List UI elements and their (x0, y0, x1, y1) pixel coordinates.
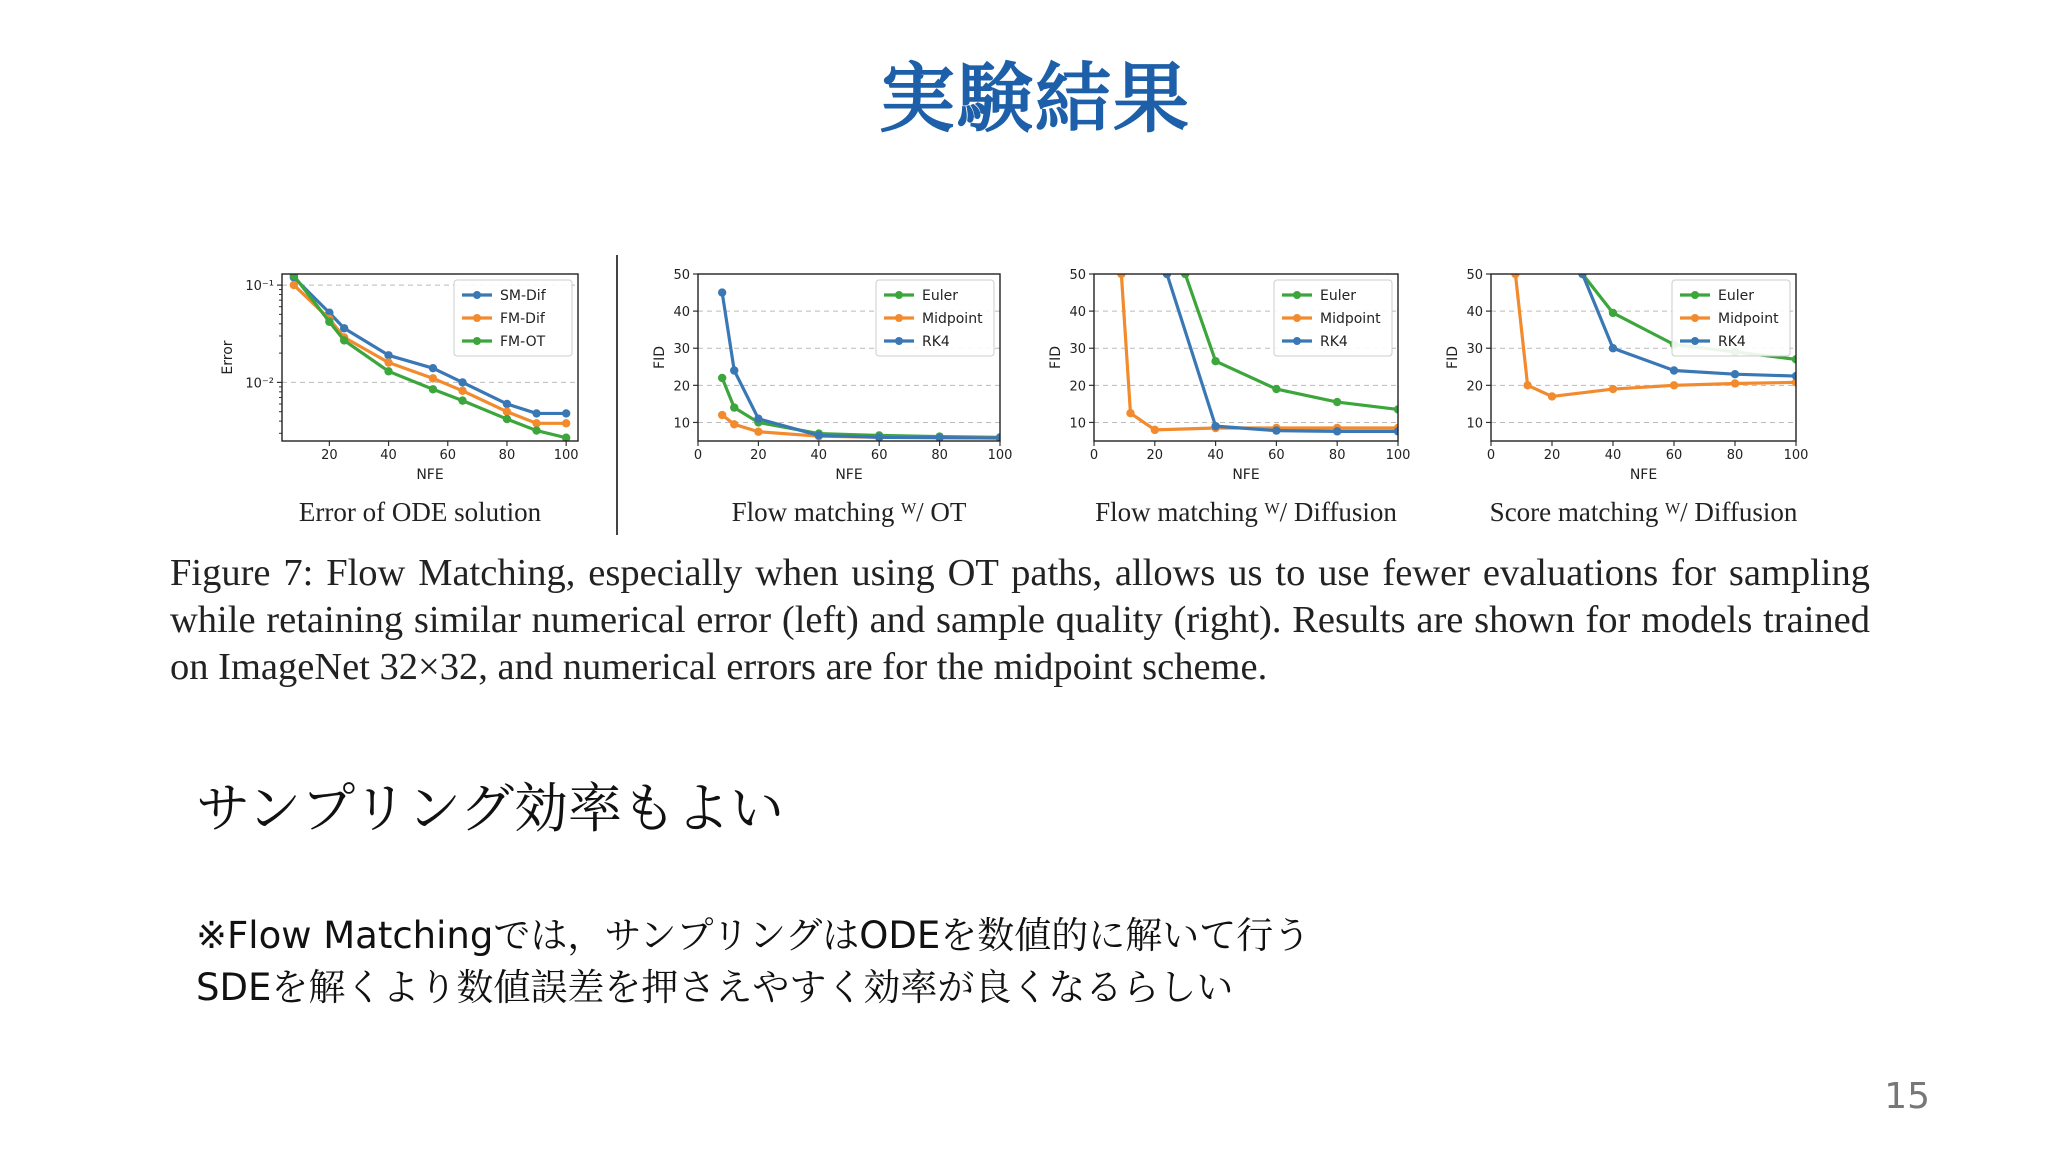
legend (1274, 280, 1392, 356)
y-tick-label: 20 (1069, 379, 1086, 395)
data-point (532, 409, 540, 417)
data-point (1211, 422, 1219, 430)
data-point (503, 408, 511, 416)
x-tick-label: 80 (931, 448, 948, 463)
y-axis-label: Error (220, 340, 236, 375)
legend-marker (1691, 337, 1699, 345)
data-point (730, 366, 738, 374)
x-tick-label: 40 (380, 448, 397, 463)
x-tick-label: 100 (1385, 448, 1411, 463)
x-tick-label: 40 (810, 448, 828, 463)
x-axis-label: NFE (416, 467, 444, 483)
y-tick-label: 50 (1466, 268, 1483, 283)
note (196, 910, 1310, 1014)
legend-marker (473, 314, 481, 322)
y-tick-label: 30 (1069, 342, 1086, 358)
x-tick-label: 0 (1089, 448, 1099, 463)
x-tick-label: 0 (1486, 448, 1496, 463)
data-point (384, 351, 392, 359)
chart-subtitle: Flow matching ᵂ/ OT (731, 497, 967, 527)
figure-caption: Figure 7: Flow Matching, especially when using OT paths, allows us to use fewer evaluations for sampling while retaining similar numerical error (left) and sample quality (right). Results are shown for models trained on ImageNet 32×32, and numerical errors are for the midpoint scheme. (170, 552, 1870, 688)
legend-marker (895, 337, 903, 345)
chart-panel-3 (1048, 268, 1410, 527)
y-tick-label: 40 (673, 305, 690, 321)
legend-label: Midpoint (1320, 311, 1381, 327)
legend-label: RK4 (1320, 334, 1348, 350)
legend-label: Midpoint (1718, 311, 1779, 327)
x-tick-label: 40 (1604, 448, 1622, 463)
y-tick-label: 10⁻² (245, 376, 274, 392)
legend-marker (1293, 337, 1301, 345)
data-point (718, 288, 726, 296)
data-point (503, 400, 511, 408)
x-tick-label: 80 (1328, 448, 1346, 463)
data-point (730, 420, 738, 428)
y-tick-label: 10 (673, 416, 690, 432)
data-point (1151, 426, 1159, 434)
data-point (1731, 370, 1739, 378)
data-point (1609, 309, 1617, 317)
y-tick-label: 10 (1466, 416, 1483, 432)
data-point (532, 419, 540, 427)
y-tick-label: 20 (673, 379, 690, 395)
data-point (562, 419, 570, 427)
legend-label: Euler (1320, 288, 1356, 304)
data-point (532, 426, 540, 434)
data-point (1211, 357, 1219, 365)
data-point (384, 367, 392, 375)
data-point (730, 403, 738, 411)
data-point (1731, 379, 1739, 387)
y-tick-label: 10 (1069, 416, 1086, 432)
y-tick-label: 30 (673, 342, 690, 358)
x-tick-label: 20 (750, 448, 767, 463)
data-point (429, 385, 437, 393)
data-point (1272, 426, 1280, 434)
data-point (1609, 385, 1617, 393)
page-number: 15 (1884, 1076, 1930, 1117)
slide-title: 実験結果 (879, 54, 1191, 143)
y-tick-label: 10⁻¹ (245, 279, 274, 295)
chart-panel-4 (1445, 268, 1808, 527)
data-point (754, 428, 762, 436)
data-point (1609, 344, 1617, 352)
x-tick-label: 60 (1665, 448, 1683, 463)
y-axis-label: FID (652, 346, 668, 369)
data-point (1670, 381, 1678, 389)
y-axis-label: FID (1048, 346, 1064, 369)
data-point (1548, 392, 1556, 400)
x-tick-label: 20 (1543, 448, 1561, 463)
legend-marker (1691, 291, 1699, 299)
chart-subtitle: Flow matching ᵂ/ Diffusion (1095, 497, 1397, 527)
y-tick-label: 50 (1069, 268, 1086, 283)
x-tick-label: 0 (693, 448, 703, 463)
x-tick-label: 20 (1146, 448, 1164, 463)
y-axis-label: FID (1445, 346, 1461, 369)
legend-marker (895, 314, 903, 322)
legend-marker (1293, 291, 1301, 299)
x-tick-label: 40 (1207, 448, 1224, 463)
data-point (340, 336, 348, 344)
data-point (429, 364, 437, 372)
data-point (1333, 427, 1341, 435)
data-point (290, 271, 298, 279)
legend-label: FM-Dif (500, 311, 545, 327)
x-tick-label: 80 (1726, 448, 1744, 463)
data-point (384, 358, 392, 366)
legend-marker (1691, 314, 1699, 322)
data-point (1333, 398, 1341, 406)
x-tick-label: 20 (321, 448, 338, 463)
data-point (429, 374, 437, 382)
x-tick-label: 100 (1783, 448, 1809, 463)
data-point (1126, 409, 1134, 417)
y-tick-label: 50 (673, 268, 690, 283)
data-point (458, 396, 466, 404)
legend-marker (895, 291, 903, 299)
legend-label: RK4 (922, 334, 950, 350)
data-point (718, 411, 726, 419)
x-tick-label: 100 (553, 448, 579, 463)
x-tick-label: 60 (1268, 448, 1285, 463)
data-point (815, 431, 823, 439)
data-point (503, 415, 511, 423)
data-point (1272, 385, 1280, 393)
data-point (1670, 366, 1678, 374)
legend-label: RK4 (1718, 334, 1746, 350)
legend-label: Euler (1718, 288, 1754, 304)
data-point (325, 318, 333, 326)
data-point (290, 281, 298, 289)
chart-panel-2 (652, 268, 1012, 527)
x-tick-label: 60 (870, 448, 888, 463)
legend-marker (473, 291, 481, 299)
y-tick-label: 40 (1069, 305, 1086, 321)
legend (1672, 280, 1790, 356)
chart-subtitle: Score matching ᵂ/ Diffusion (1489, 497, 1798, 527)
y-tick-label: 30 (1466, 342, 1483, 358)
data-point (1523, 381, 1531, 389)
x-tick-label: 60 (439, 448, 457, 463)
note-line: ※Flow Matchingでは，サンプリングはODEを数値的に解いて行う (196, 914, 1311, 957)
data-point (754, 415, 762, 423)
legend-label: Midpoint (922, 311, 983, 327)
data-point (458, 378, 466, 386)
legend (876, 280, 994, 356)
note-line: SDEを解くより数値誤差を押さえやすく効率が良くなるらしい (196, 966, 1234, 1009)
x-tick-label: 100 (987, 448, 1013, 463)
y-tick-label: 40 (1466, 305, 1483, 321)
chart-panel-1 (220, 271, 579, 527)
series-line (722, 378, 1000, 437)
key-point: サンプリング効率もよい (196, 777, 785, 840)
legend-marker (473, 337, 481, 345)
x-axis-label: NFE (1232, 467, 1260, 483)
data-point (718, 374, 726, 382)
legend-label: FM-OT (500, 334, 546, 350)
legend-label: SM-Dif (500, 288, 546, 304)
chart-subtitle: Error of ODE solution (298, 497, 542, 527)
x-tick-label: 80 (498, 448, 516, 463)
data-point (875, 433, 883, 441)
x-axis-label: NFE (1629, 467, 1658, 483)
x-axis-label: NFE (835, 467, 863, 483)
legend-label: Euler (922, 288, 958, 304)
data-point (562, 409, 570, 417)
data-point (458, 387, 466, 395)
legend (454, 280, 572, 356)
legend-marker (1293, 314, 1301, 322)
y-tick-label: 20 (1466, 379, 1483, 395)
